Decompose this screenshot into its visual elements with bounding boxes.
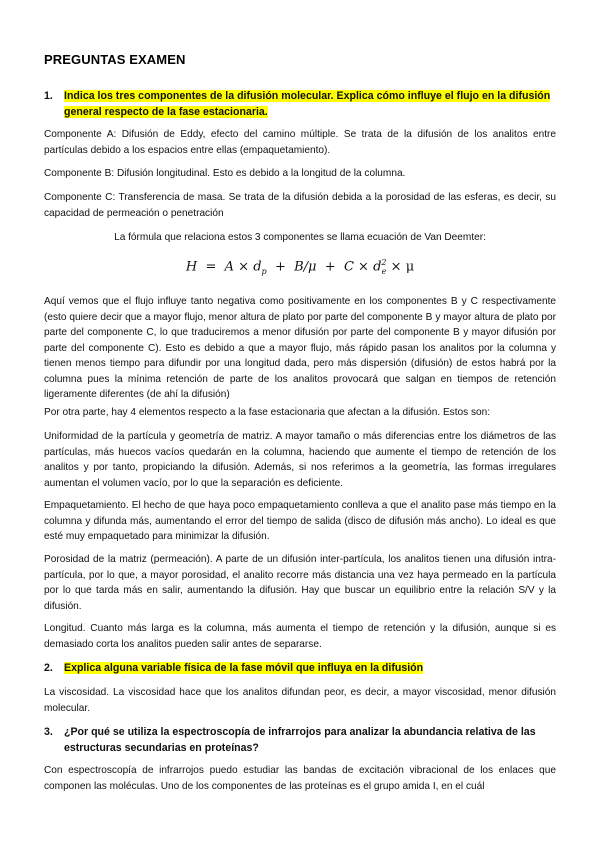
- question-1: [44, 88, 556, 120]
- page-title: PREGUNTAS EXAMEN: [44, 52, 186, 67]
- van-deemter-equation: $H = A \times d_p + B/\mu + C \times d$ 2 e × μ: [185, 258, 415, 277]
- question-3: [44, 724, 556, 756]
- question-number: 2.: [44, 662, 53, 674]
- question-text: Explica alguna variable física de la fase móvil que influya en la difusión: [64, 662, 424, 674]
- formula-intro: La fórmula que relaciona estos 3 componentes se llama ecuación de Van Deemter:: [114, 232, 486, 243]
- question-2: [44, 660, 556, 676]
- question-number: 1.: [44, 90, 53, 102]
- paragraph-infrarrojos: Con espectroscopía de infrarrojos puedo estudiar las bandas de excitación vibracional de los enlaces que componen las moléculas. Uno de los componentes de las proteínas es el grupo amida I, en el cuál: [44, 765, 556, 792]
- paragraph-longitud: Longitud. Cuanto más larga es la columna, más aumenta el tiempo de retención y la difusión, aunque si es demasiado corta los analitos pueden salir antes de separarse.: [44, 623, 556, 650]
- paragraph-flujo: Aquí vemos que el flujo influye tanto negativa como positivamente en los componentes B y C respectivamente (esto quiere decir que a mayor flujo, menor altura de plato por parte del componente B y mayor altura de plato por parte del componente C, lo que traduciremos a menor difusión por parte del componente B y mayor difusión por parte del componente C). Esto es debido a que a mayor flujo, más rápido pasan los analitos por la columna y tienen menos tiempo para difundir por una longitud dada, pero más dispersión (difusión) de estos habrá por la columna pues la mínima retención de parte de los analitos provocará que salgan en tiempos de retención ligeramente diferentes (de ahí la difusión): [44, 296, 556, 400]
- paragraph-porosidad: Porosidad de la matriz (permeación). A parte de un difusión inter-partícula, los analitos tienen una difusión intra-partícula, por lo que, a mayor porosidad, el analito recorre más distancia una vez haya permeado en la partícula por lo que tarda más en salir, aumentando la difusión. Hay que buscar un equilibrio entre la relación S/V y la difusión.: [44, 554, 556, 612]
- question-number: 3.: [44, 726, 53, 738]
- paragraph-component-a: Componente A: Difusión de Eddy, efecto del camino múltiple. Se trata de la difusión de los analitos entre partículas debido a los espacios entre ellas (empaquetamiento).: [44, 129, 556, 156]
- paragraph-elementos: Por otra parte, hay 4 elementos respecto a la fase estacionaria que afectan a la difusión. Estos son:: [44, 407, 491, 418]
- question-text: Indica los tres componentes de la difusión molecular. Explica cómo influye el flujo en la difusión general respecto de la fase estacionaria.: [64, 90, 551, 118]
- paragraph-viscosidad: La viscosidad. La viscosidad hace que los analitos difundan peor, es decir, a mayor viscosidad, menor difusión molecular.: [44, 687, 556, 714]
- paragraph-uniformidad: Uniformidad de la partícula y geometría de matriz. A mayor tamaño o más diferencias entre los diámetros de las partículas, más huecos vacíos quedarán en la columna, haciendo que aumente el tiempo de retención de los analitos y por tanto, propiciando la difusión. Además, si nos referimos a la geometría, las formas irregulares aumentan el volumen vacío, por lo que la separación es deficiente.: [44, 431, 556, 489]
- paragraph-component-c: Componente C: Transferencia de masa. Se trata de la difusión debida a la porosidad de las esferas, es decir, su capacidad de permeación o penetración: [44, 192, 556, 219]
- paragraph-empaquetamiento: Empaquetamiento. El hecho de que haya poco empaquetamiento conlleva a que el analito pase más tiempo en la columna y difunda más, aumentando el error del tiempo de salida (disco de difusión más ancho). Lo ideal es que esté muy empaquetado para minimizar la difusión.: [44, 500, 556, 542]
- question-text: ¿Por qué se utiliza la espectroscopía de infrarrojos para analizar la abundancia relativa de las estructuras secundarias en proteínas?: [64, 726, 536, 754]
- paragraph-component-b: Componente B: Difusión longitudinal. Esto es debido a la longitud de la columna.: [44, 168, 406, 179]
